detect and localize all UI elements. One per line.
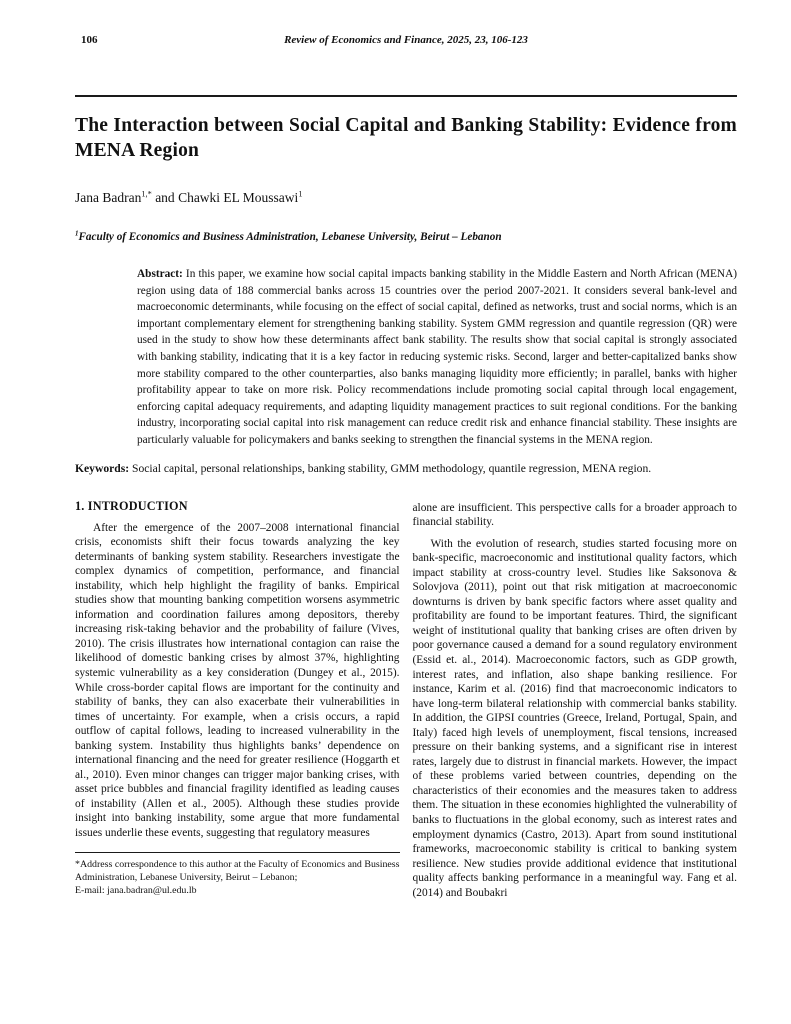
correspondence-footnote [75, 852, 400, 898]
abstract-text: In this paper, we examine how social capital impacts banking stability in the Middle Eastern and North African (MENA) region using data of 188 commercial banks across 15 countries over the period 2007-2021. It considers several bank-level and macroeconomic determinants, while focusing on the effect of social capital, defined as networks, trust and social norms, which is an important complementary element for strengthening banking stability. System GMM regression and quantile regression (QR) were used in the study to show how these determinants affect bank stability. The results show that social capital is strongly associated with banking stability, indicating that it is a key factor in reducing systemic risks. Second, larger and better-capitalized banks show more stability compared to the other counterparties, also banks managing liquidity more efficiently; in parallel, banks with higher profitability appear to take on more risk. Policy recommendations include promoting social capital through local engagement, enforcing capital adequacy requirements, and adapting liquidity management practices to suit regional conditions. For the banking industry, incorporating social capital into risk management can reduce credit risk and enhance financial stability. These insights are particularly valuable for policymakers and banks seeking to strengthen the financial systems in the MENA region. [137, 268, 737, 446]
running-header [75, 34, 737, 48]
author-superscript-1: 1,* [141, 189, 152, 199]
keywords-text: Social capital, personal relationships, banking stability, GMM methodology, quantile regression, MENA region. [129, 461, 652, 475]
section-heading-introduction: 1. INTRODUCTION [75, 498, 188, 513]
introduction-paragraph-right-2: With the evolution of research, studies started focusing more on bank-specific, macroeconomic and institutional quality factors, which impact stability at cross-country level. Studies like Saksonova & Solovjova (2011), point out that risk mitigation at macroeconomic downturns is driven by bank specific factors where asset quality and profitability are found to be important features. Third, the significant weight of institutional quality that banking crises are often driven by poor governance caused a demand for a sound regulatory environment (Essid et. al., 2014). Macroeconomic factors, such as GDP growth, interest rates, and inflation, also shape banking resilience. For instance, Karim et al. (2016) find that macroeconomic indicators to have long-term bilateral relationship with commercial banks stability. In addition, the GIPSI countries (Greece, Ireland, Portugal, Spain, and Italy) faced high levels of unemployment, fiscal tensions, increased pressure on their banking systems, and a significant rise in interest rates, largely due to distrust in financial markets. However, the impact of these problems varied between countries, depending on the characteristics of their economies and the measures taken to address them. The situation in these economies highlighted the vulnerability of banks to fluctuations in the global economy, such as interest rates and employment dynamics (Castro, 2013). Apart from sound institutional frameworks, macroeconomic stability is critical to banking system resilience. New studies provide additional evidence that institutional quality affects banking performance in a meaningful way. Fang et al. (2014) and Boubakri [412, 537, 737, 899]
abstract-block [137, 266, 737, 449]
right-column [413, 499, 738, 901]
journal-reference: Review of Economics and Finance, 2025, 23, 106-123 [284, 34, 528, 46]
header-rule [75, 95, 737, 97]
left-column [75, 499, 400, 901]
authors-joiner: and [151, 190, 179, 205]
footnote-text: *Address correspondence to this author at the Faculty of Economics and Business Administration, Lebanese University, Beirut – Lebanon; [75, 858, 400, 883]
affiliation-superscript: 1 [75, 229, 79, 238]
author-name-2: Chawki EL Moussawi [178, 190, 299, 205]
author-name-1: Jana Badran [75, 190, 142, 205]
keywords-line [75, 462, 737, 475]
two-column-body [75, 499, 737, 901]
keywords-label: Keywords: [75, 461, 130, 475]
abstract-label: Abstract: [137, 268, 183, 280]
introduction-paragraph-left: After the emergence of the 2007–2008 international financial crisis, economists shift their focus towards analyzing the key determinants of banking system stability. Researchers investigate the complex dynamics of competition, performance, and financial instability, which help highlight the fragility of banks. Empirical studies show that mounting banking competition worsens asymmetric information and coordination failures among depositors, thereby increasing risk-taking behavior and the probability of failure (Vives, 2010). The crisis illustrates how international contagion can raise the likelihood of domestic banking crises by almost 37%, highlighting systemic vulnerability as a key consideration (Dungey et al., 2015). While cross-border capital flows are important for the continuity and stability of banks, they can also exacerbate their vulnerabilities in times of uncertainty. For example, when a crisis occurs, a rapid outflow of capital follows, leading to increased vulnerability in the banking system. Instability thus highlights banks’ dependence on international financing and the need for greater resilience (Hoggarth et al., 2010). Even minor changes can trigger major banking crises, with asset price bubbles and financial fragility identified as leading causes of instability (Allen et al., 2005). Although these studies provide insight into banking instability, some argue that more fundamental issues underlie these events, suggesting that regulatory measures [75, 521, 400, 840]
author-superscript-2: 1 [298, 189, 303, 199]
authors-line [75, 190, 737, 206]
footnote-email: E-mail: jana.badran@ul.edu.lb [75, 884, 197, 896]
affiliation-line [75, 231, 737, 243]
affiliation-text: Faculty of Economics and Business Administration, Lebanese University, Beirut – Lebanon [78, 231, 502, 243]
article-title: The Interaction between Social Capital and Banking Stability: Evidence from MENA Region [75, 115, 737, 161]
introduction-paragraph-right-1: alone are insufficient. This perspective calls for a broader approach to financial stability. [412, 501, 737, 529]
page-number: 106 [81, 34, 98, 46]
